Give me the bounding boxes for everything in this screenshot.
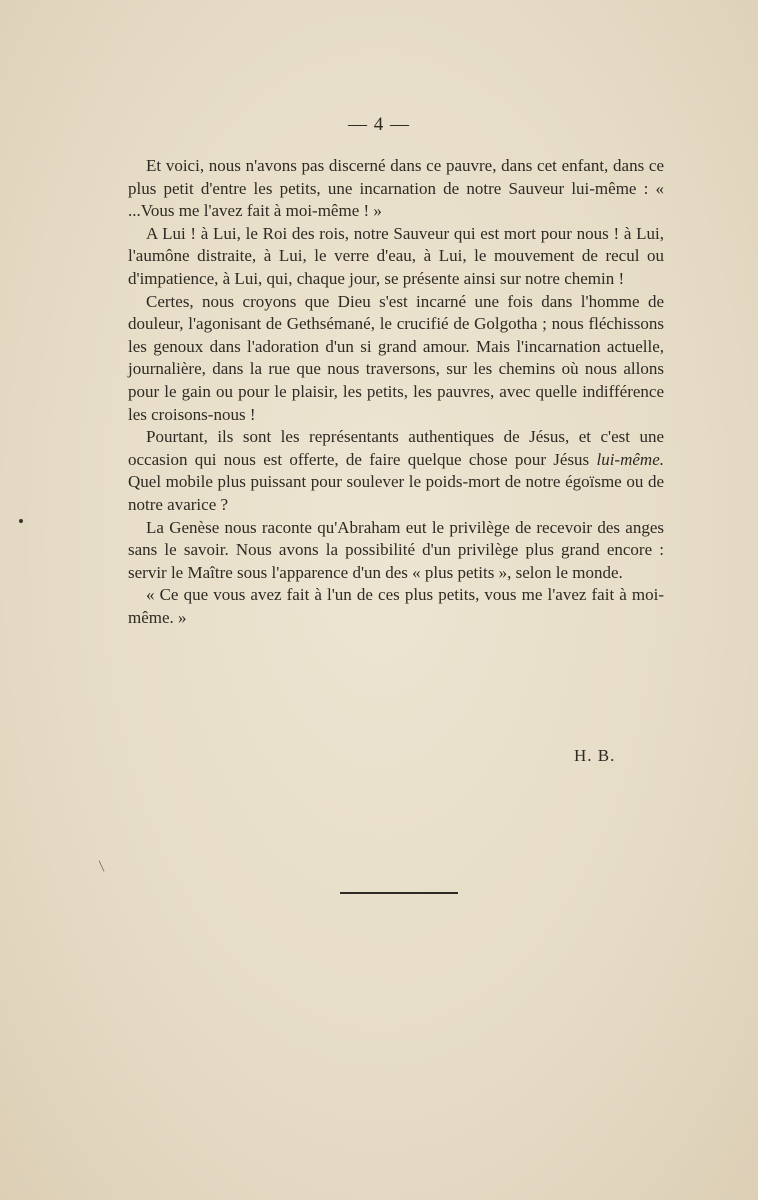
signature: H. B. (574, 746, 616, 765)
paragraph-2: A Lui ! à Lui, le Roi des rois, notre Sauveur qui est mort pour nous ! à Lui, l'aumône distraite, à Lui, le verre d'eau, à Lui, le mouvement de recul ou d'impatience, à Lui, qui, chaque jour, se présente ainsi sur notre chemin ! (128, 223, 664, 288)
paragraph-6-quote: « Ce que vous avez fait à l'un de ces plus petits, vous me l'avez fait à moi-même. » (128, 585, 664, 627)
body-text (128, 155, 664, 629)
page-number: — 4 — (348, 114, 410, 135)
paragraph-4-italic: lui-même. (596, 449, 664, 469)
paragraph-4 (128, 426, 664, 516)
paragraph-1: Et voici, nous n'avons pas discerné dans ce pauvre, dans cet enfant, dans ce plus petit d'entre les petits, une incarnation de notre Sauveur lui-même : « ...Vous me l'avez fait à moi-même ! » (128, 156, 664, 221)
paragraph-5: La Genèse nous raconte qu'Abraham eut le privilège de recevoir des anges sans le savoir. Nous avons la possibilité d'un privilège plus grand encore : servir le Maître sous l'apparence d'un des « plus petits », selon le monde. (128, 517, 664, 582)
end-rule (340, 892, 458, 894)
margin-mark (19, 519, 23, 523)
paragraph-3: Certes, nous croyons que Dieu s'est incarné une fois dans l'homme de douleur, l'agonisant de Gethsémané, le crucifié de Golgotha ; nous fléchissons les genoux dans l'adoration d'un si grand amour. Mais l'incarnation actuelle, journalière, dans la rue que nous traversons, sur les chemins où nous allons pour le gain ou pour le plaisir, les petits, les pauvres, avec quelle indifférence les croisons-nous ! (128, 291, 664, 424)
margin-tick (99, 860, 105, 871)
paragraph-4-text-start: Pourtant, ils sont les représentants authentiques de Jésus, et c'est une occasion qui nous est offerte, de faire quelque chose pour Jésus (128, 427, 664, 469)
paragraph-4-text-end: Quel mobile plus puissant pour soulever le poids-mort de notre égoïsme ou de notre avarice ? (128, 472, 664, 514)
